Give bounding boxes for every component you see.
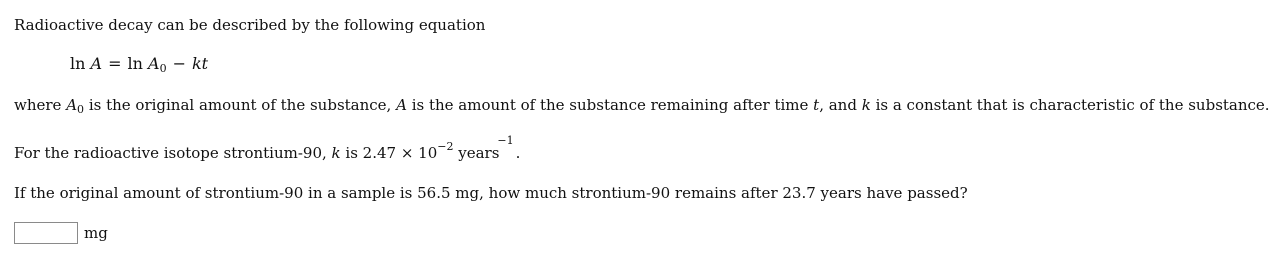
given-exponent-1: −2	[437, 140, 454, 153]
eq-ln-1: ln	[70, 54, 91, 73]
answer-input[interactable]	[14, 222, 78, 244]
given-exponent-2: −1	[497, 134, 514, 147]
answer-unit: mg	[84, 224, 108, 242]
where-text-2: is the original amount of the substance,	[84, 96, 397, 114]
eq-ln-2: ln	[127, 54, 148, 73]
where-text-3: is the amount of the substance remaining after time	[406, 96, 814, 114]
eq-A: A	[90, 54, 103, 73]
eq-A0: A	[148, 54, 160, 73]
given-constant	[14, 134, 521, 162]
given-text-1: For the radioactive isotope strontium-90,	[14, 144, 332, 162]
where-A: A	[396, 96, 407, 114]
eq-minus: −	[172, 54, 186, 73]
intro-text: Radioactive decay can be described by the following equation	[14, 16, 486, 34]
given-k: k	[331, 144, 341, 162]
eq-equals: =	[108, 54, 122, 73]
question-text: If the original amount of strontium-90 in a sample is 56.5 mg, how much strontium-90 remains after 23.7 years have passed?	[14, 184, 968, 202]
where-sub-0: 0	[77, 103, 85, 116]
given-text-2: is 2.47 × 10	[340, 144, 438, 162]
eq-sub-0: 0	[159, 62, 167, 75]
answer-row	[14, 222, 108, 244]
given-text-3: years	[453, 144, 500, 162]
where-text-4: , and	[819, 96, 862, 114]
given-text-4: .	[515, 144, 521, 162]
where-A0: A	[66, 96, 78, 114]
where-text-5: is a constant that is characteristic of the substance.	[870, 96, 1270, 114]
where-t: t	[813, 96, 820, 114]
where-text-1: where	[14, 96, 67, 114]
where-k: k	[861, 96, 871, 114]
variable-definitions	[14, 96, 1270, 114]
decay-equation	[70, 55, 208, 73]
eq-kt: kt	[191, 54, 209, 73]
